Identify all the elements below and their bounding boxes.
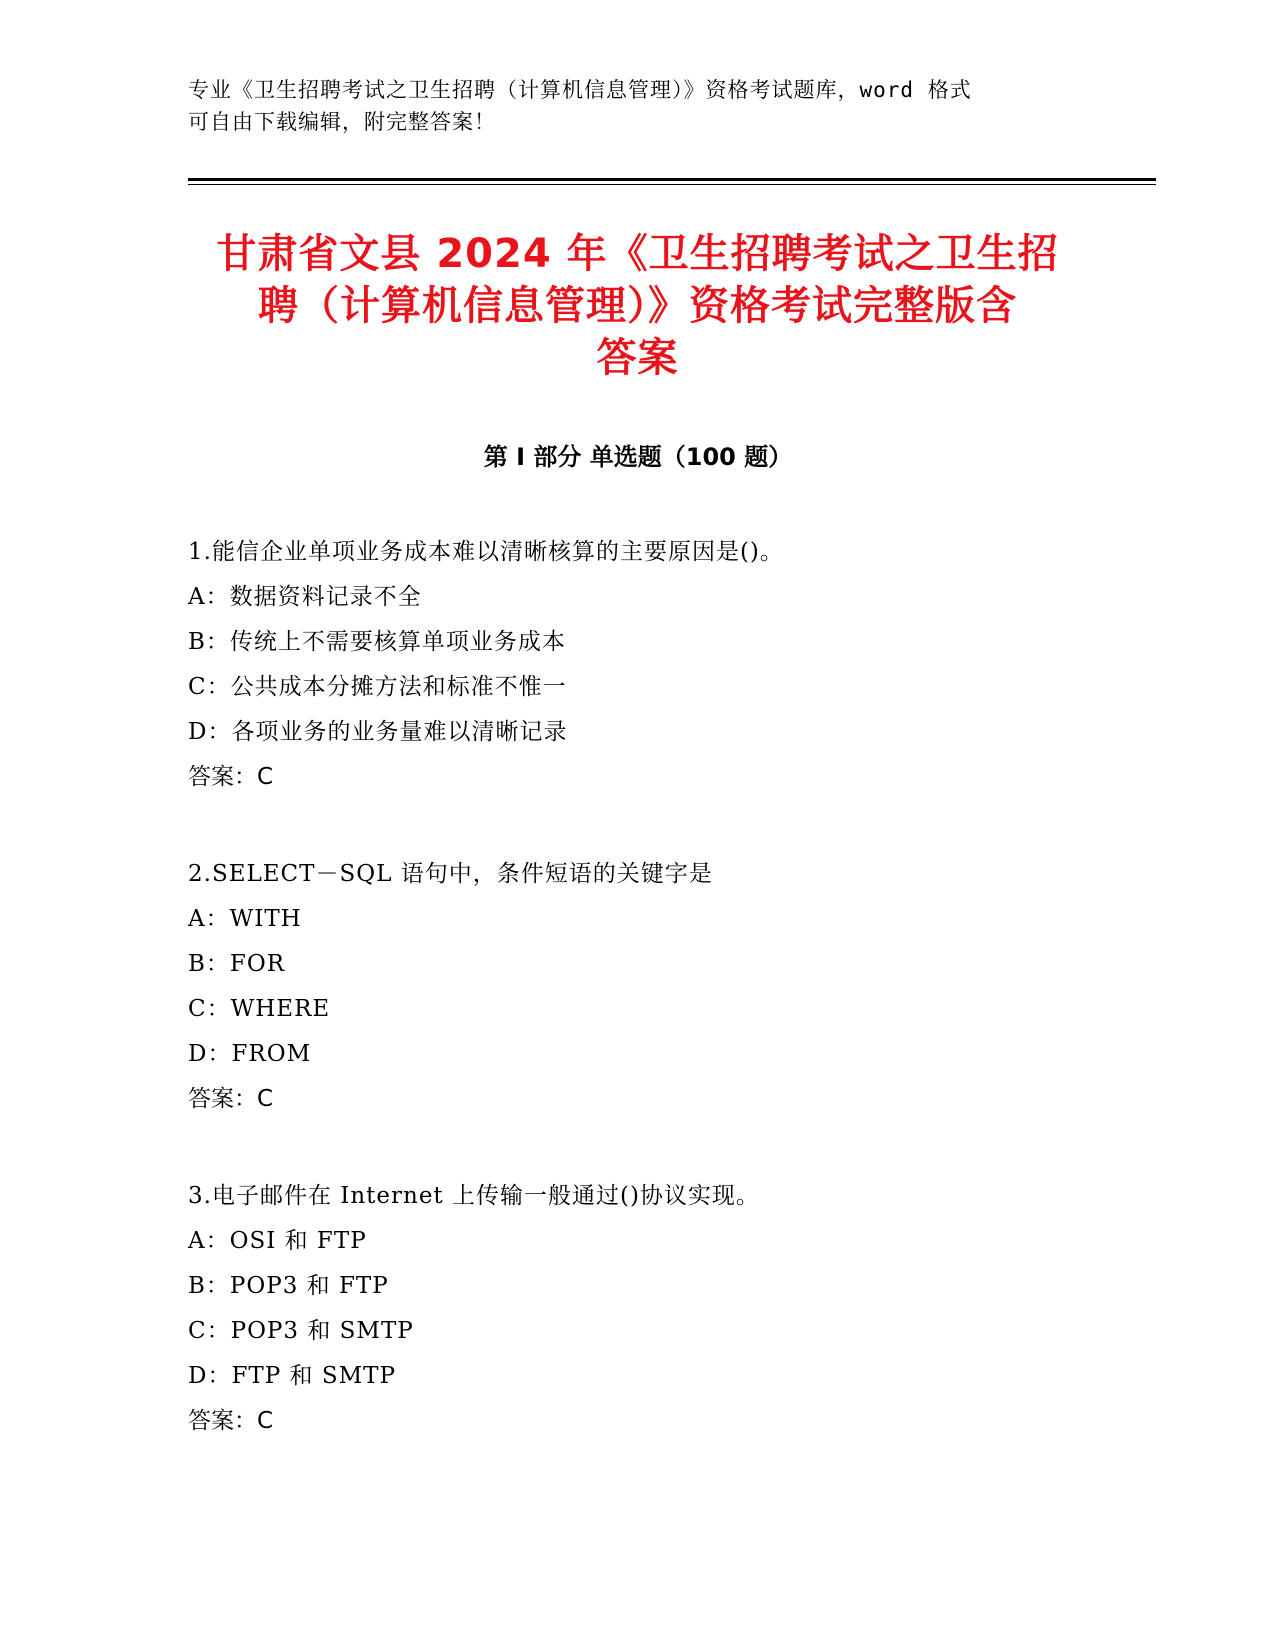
option-b: B：传统上不需要核算单项业务成本 <box>188 629 566 655</box>
question-3 <box>188 1174 1138 1444</box>
option-b: B：POP3 和 FTP <box>188 1273 389 1299</box>
header-rule-thin <box>188 184 1156 185</box>
option-a: A：OSI 和 FTP <box>188 1228 367 1254</box>
header-rule-thick <box>188 178 1156 181</box>
option-d: D：各项业务的业务量难以清晰记录 <box>188 719 568 745</box>
question-stem: 2.SELECT－SQL 语句中，条件短语的关键字是 <box>188 861 713 887</box>
answer: 答案：C <box>188 1408 274 1434</box>
question-2 <box>188 852 1138 1122</box>
option-d: D：FTP 和 SMTP <box>188 1363 396 1389</box>
section-title: 第 I 部分 单选题（100 题） <box>483 443 793 471</box>
option-c: C：POP3 和 SMTP <box>188 1318 414 1344</box>
option-a: A：数据资料记录不全 <box>188 584 422 610</box>
header-note-line-1: 专业《卫生招聘考试之卫生招聘（计算机信息管理）》资格考试题库，word 格式 <box>188 78 972 102</box>
answer: 答案：C <box>188 1086 274 1112</box>
question-stem: 3.电子邮件在 Internet 上传输一般通过()协议实现。 <box>188 1183 760 1209</box>
option-a: A：WITH <box>188 906 302 932</box>
option-d: D：FROM <box>188 1041 312 1067</box>
question-stem: 1.能信企业单项业务成本难以清晰核算的主要原因是()。 <box>188 539 784 565</box>
header-note-line-2: 可自由下载编辑，附完整答案！ <box>188 110 496 134</box>
question-list <box>188 530 1138 1496</box>
document-title-line-3: 答案 <box>596 335 679 381</box>
document-title-line-2: 聘（计算机信息管理）》资格考试完整版含 <box>258 283 1017 329</box>
header-note <box>188 74 1068 138</box>
option-c: C：WHERE <box>188 996 331 1022</box>
option-b: B：FOR <box>188 951 286 977</box>
option-c: C：公共成本分摊方法和标准不惟一 <box>188 674 567 700</box>
document-title <box>180 228 1095 384</box>
question-1 <box>188 530 1138 800</box>
document-title-line-1: 甘肃省文县 2024 年《卫生招聘考试之卫生招 <box>216 231 1059 277</box>
answer: 答案：C <box>188 764 274 790</box>
